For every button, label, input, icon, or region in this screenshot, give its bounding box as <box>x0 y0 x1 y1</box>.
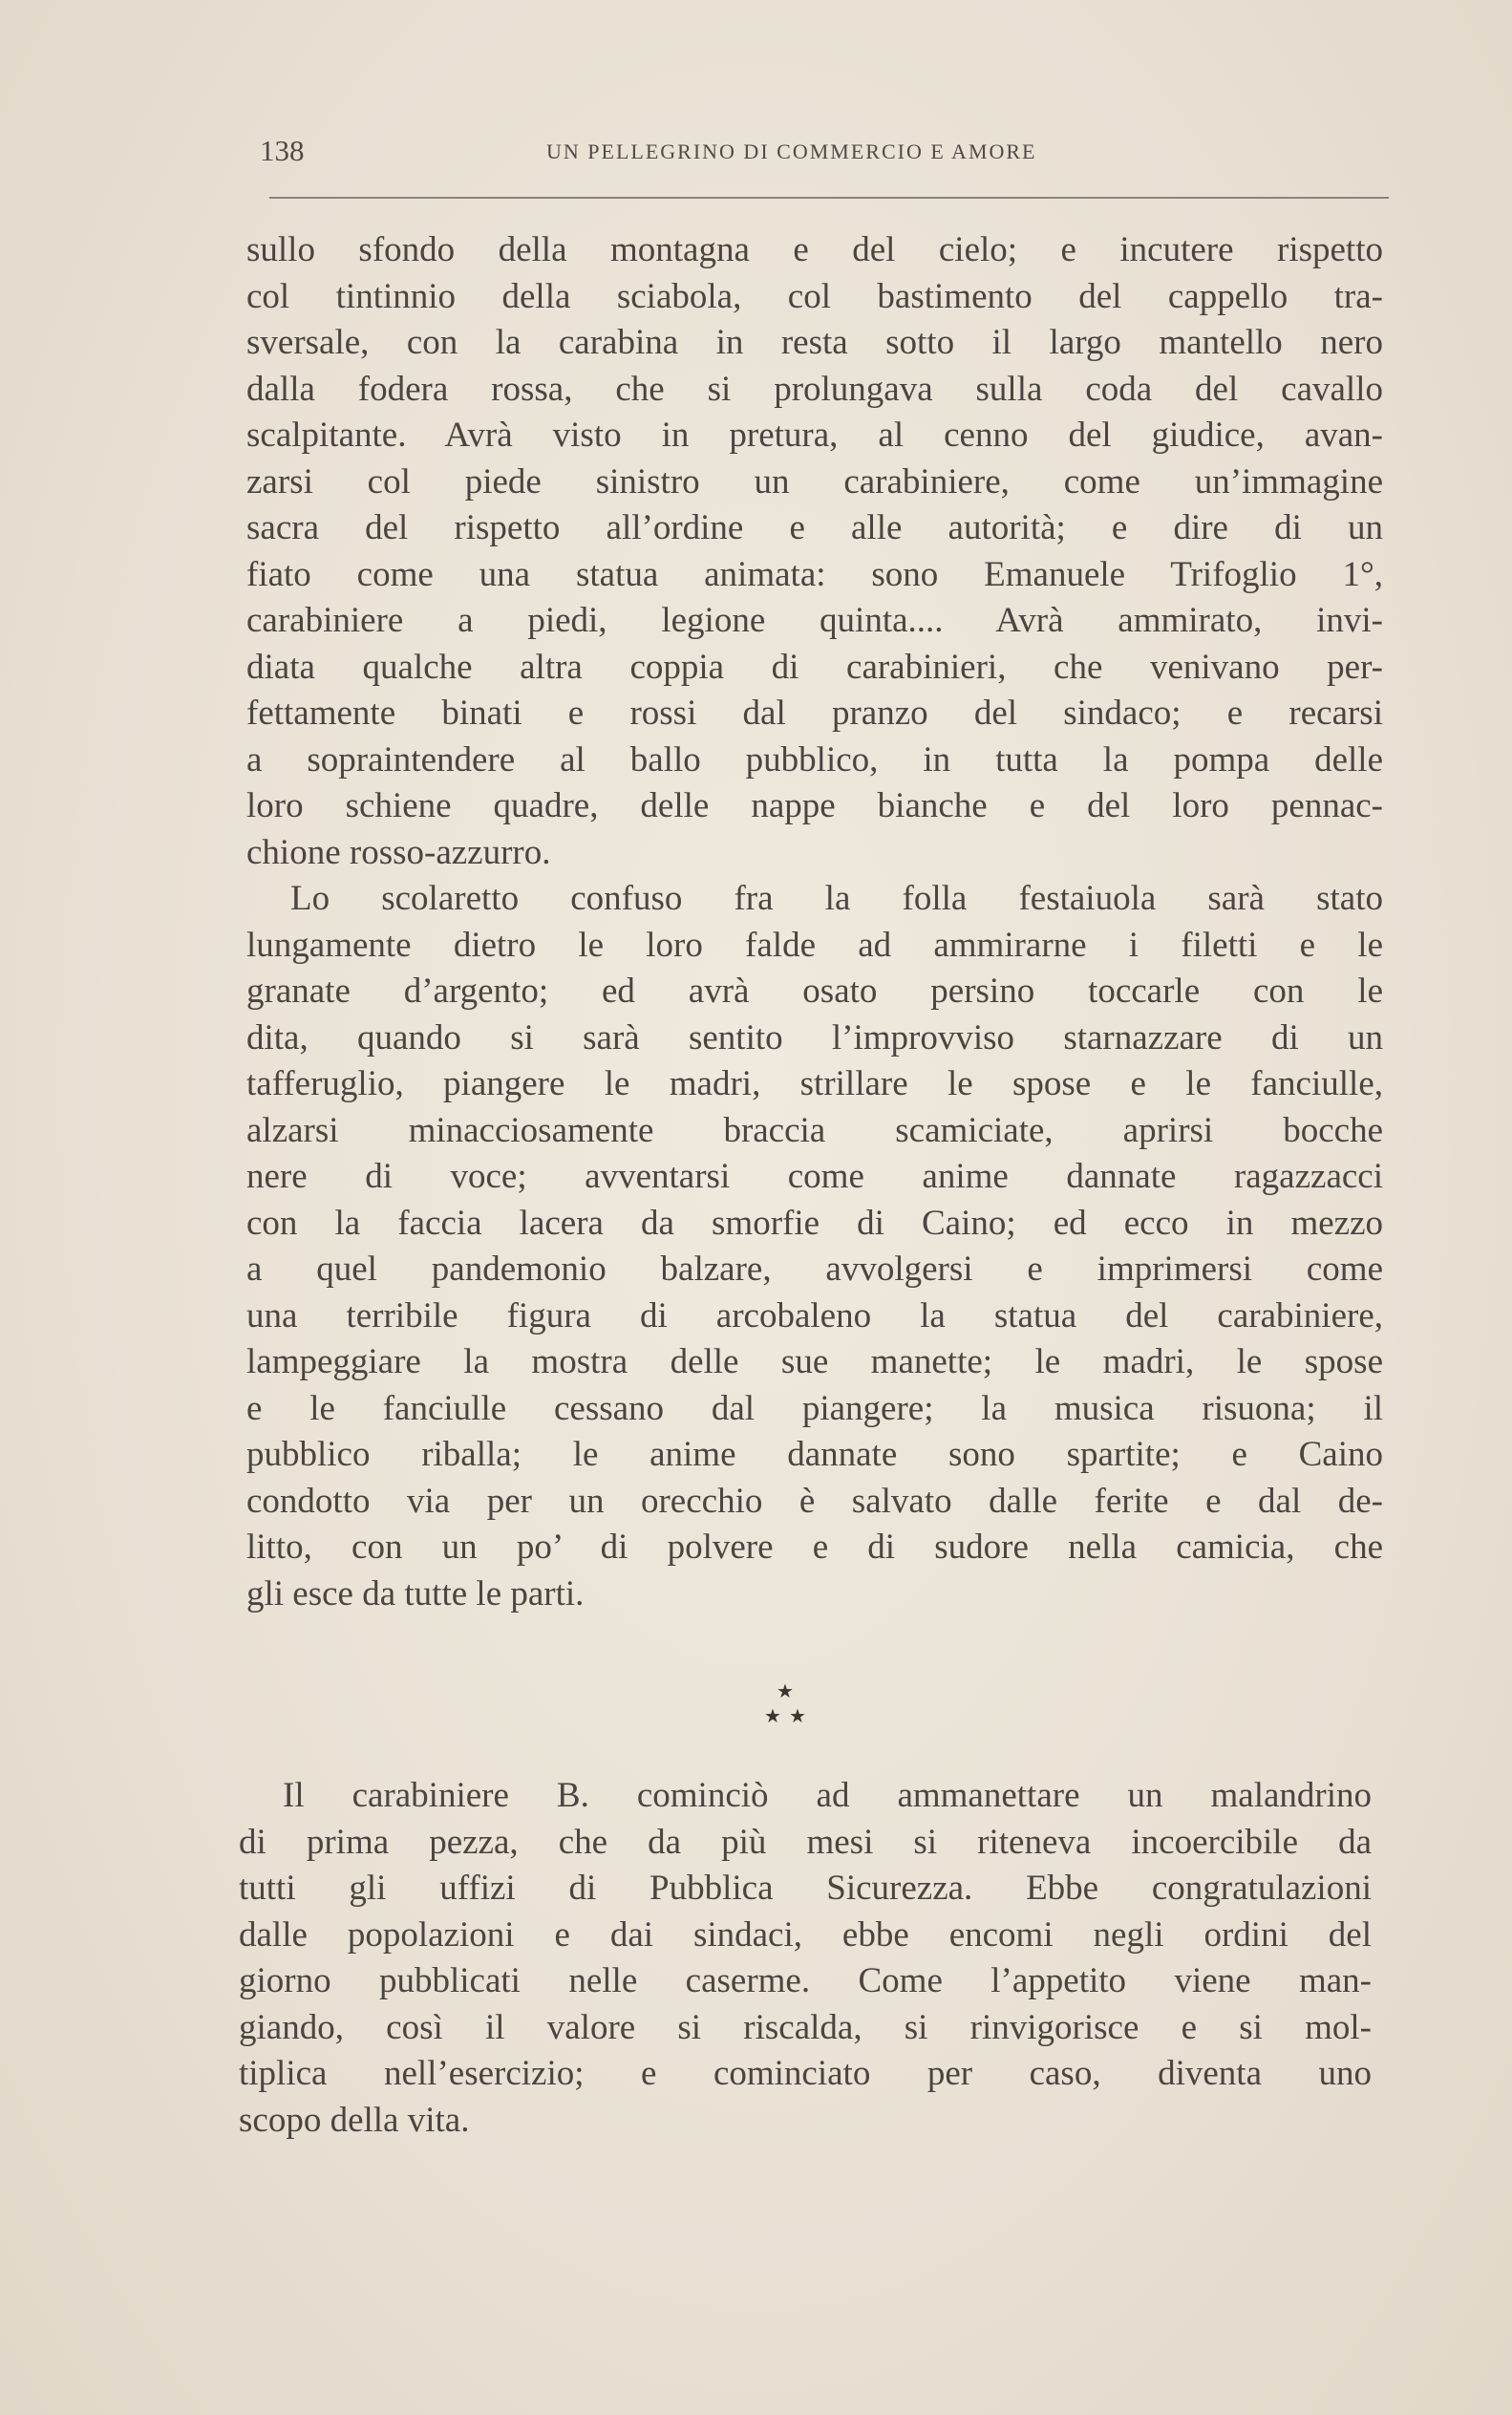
text-line: scopo della vita. <box>239 2100 470 2140</box>
text-line: Il carabiniere B. cominciò ad ammanettare un malandrino <box>283 1776 1372 1815</box>
star-icon: ★ <box>789 1706 806 1727</box>
section-separator <box>0 1679 1512 1737</box>
text-line: fiato come una statua animata: sono Emanuele Trifoglio 1°, <box>246 554 1383 594</box>
header-rule <box>269 197 1389 199</box>
text-line: tutti gli uffizi di Pubblica Sicurezza. Ebbe congratulazioni <box>239 1869 1372 1908</box>
text-line: gli esce da tutte le parti. <box>246 1573 585 1614</box>
text-line: zarsi col piede sinistro un carabiniere, come un’immagine <box>246 461 1383 502</box>
text-line: a quel pandemonio balzare, avvolgersi e imprimersi come <box>246 1250 1383 1289</box>
text-line: dalle popolazioni e dai sindaci, ebbe encomi negli ordini del <box>239 1914 1372 1955</box>
text-line: sullo sfondo della montagna e del cielo; e incutere rispetto <box>246 230 1383 269</box>
text-line: con la faccia lacera da smorfie di Caino; ed ecco in mezzo <box>246 1203 1383 1243</box>
text-line: chione rosso-azzurro. <box>246 832 551 872</box>
text-line: dalla fodera rossa, che si prolungava sulla coda del cavallo <box>246 369 1383 409</box>
text-line: Lo scolaretto confuso fra la folla festaiuola sarà stato <box>290 879 1383 918</box>
text-line: litto, con un po’ di polvere e di sudore nella camicia, che <box>246 1528 1383 1567</box>
text-line: lampeggiare la mostra delle sue manette; le madri, le spose <box>246 1342 1383 1381</box>
text-line: carabiniere a piedi, legione quinta.... Avrà ammirato, invi- <box>246 601 1383 640</box>
star-icon: ★ <box>764 1706 781 1727</box>
text-line: col tintinnio della sciabola, col bastimento del cappello tra- <box>246 276 1383 316</box>
paragraph-2 <box>246 876 1383 1617</box>
text-line: sversale, con la carabina in resta sotto il largo mantello nero <box>246 323 1383 362</box>
text-line: scalpitante. Avrà visto in pretura, al cenno del giudice, avan- <box>246 416 1383 455</box>
text-line: fettamente binati e rossi dal pranzo del sindaco; e recarsi <box>246 694 1383 733</box>
text-line: una terribile figura di arcobaleno la statua del carabiniere, <box>246 1295 1383 1336</box>
text-line: tiplica nell’esercizio; e cominciato per caso, diventa uno <box>239 2054 1372 2093</box>
text-line: giorno pubblicati nelle caserme. Come l’appetito viene man- <box>239 1961 1372 2000</box>
body-text <box>246 227 1383 1617</box>
text-line: diata qualche altra coppia di carabinieri, che venivano per- <box>246 647 1383 687</box>
text-line: a sopraintendere al ballo pubblico, in tutta la pompa delle <box>246 739 1383 780</box>
body-text-section-2 <box>239 1773 1372 2144</box>
paragraph-3 <box>239 1773 1372 2144</box>
text-line: tafferuglio, piangere le madri, strillare le spose e le fanciulle, <box>246 1064 1383 1103</box>
text-line: pubblico riballa; le anime dannate sono spartite; e Caino <box>246 1435 1383 1474</box>
text-line: granate d’argento; ed avrà osato persino toccarle con le <box>246 972 1383 1011</box>
text-line: alzarsi minacciosamente braccia scamiciate, aprirsi bocche <box>246 1110 1383 1150</box>
text-line: nere di voce; avventarsi come anime dannate ragazzacci <box>246 1157 1383 1196</box>
text-line: dita, quando si sarà sentito l’improvviso starnazzare di un <box>246 1017 1383 1058</box>
text-line: di prima pezza, che da più mesi si riteneva incoercibile da <box>239 1822 1372 1862</box>
star-icon: ★ <box>777 1681 794 1702</box>
text-line: loro schiene quadre, delle nappe bianche e del loro pennac- <box>246 786 1383 825</box>
running-title: UN PELLEGRINO DI COMMERCIO E AMORE <box>546 139 1037 163</box>
text-line: e le fanciulle cessano dal piangere; la musica risuona; il <box>246 1388 1383 1428</box>
text-line: sacra del rispetto all’ordine e alle autorità; e dire di un <box>246 508 1383 547</box>
text-line: condotto via per un orecchio è salvato dalle ferite e dal de- <box>246 1481 1383 1521</box>
page-number: 138 <box>260 134 305 167</box>
page-header <box>260 134 1387 172</box>
paragraph-1 <box>246 227 1383 876</box>
text-line: lungamente dietro le loro falde ad ammirarne i filetti e le <box>246 925 1383 965</box>
text-line: giando, così il valore si riscalda, si rinvigorisce e si mol- <box>239 2007 1372 2047</box>
